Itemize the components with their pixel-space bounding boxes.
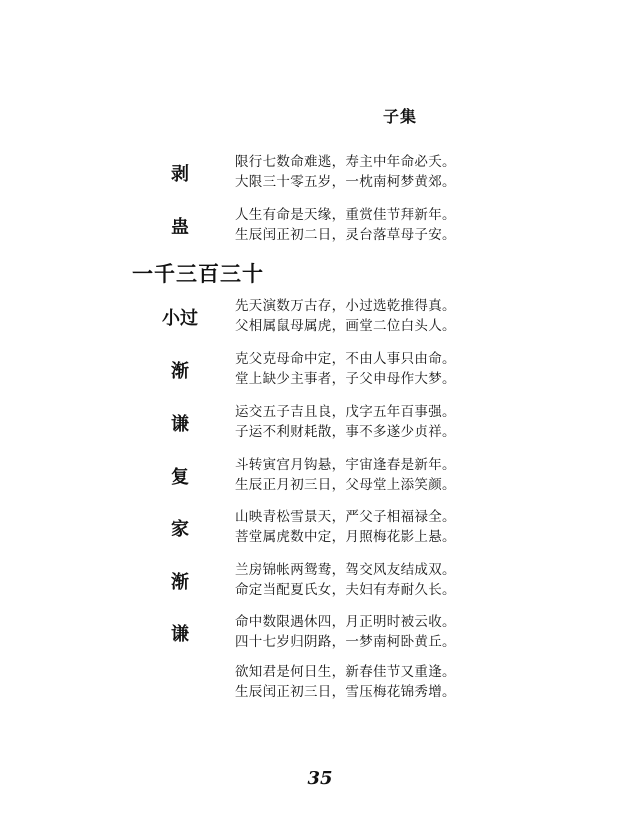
verse-line: 生辰闰正初三日，雪压梅花锦秀增。 [235, 684, 456, 700]
verse-entry [0, 402, 640, 442]
verse-text [235, 507, 456, 547]
verse-entry [0, 662, 640, 702]
gua-name: 小过 [162, 308, 198, 329]
verse-line: 父相属鼠母属虎，画堂二位白头人。 [235, 318, 456, 334]
verse-text [235, 662, 456, 702]
verse-entry [0, 205, 640, 245]
gua-name: 家 [171, 519, 189, 540]
section-tag: 子集 [383, 107, 418, 126]
verse-line: 四十七岁归阴路，一梦南柯卧黄丘。 [235, 634, 456, 650]
verse-line: 限行七数命难逃，寿主中年命必夭。 [235, 154, 456, 170]
gua-name: 谦 [171, 414, 189, 435]
verse-line: 菩堂属虎数中定，月照梅花影上悬。 [235, 529, 456, 545]
verse-entry [0, 296, 640, 336]
verse-line: 斗转寅宫月钩悬，宇宙逢春是新年。 [235, 457, 456, 473]
verse-line: 山映青松雪景天，严父子相福禄全。 [235, 509, 456, 525]
verse-line: 子运不利财耗散，事不多遂少贞祥。 [235, 424, 456, 440]
page-number: 35 [307, 768, 333, 789]
verse-entry [0, 560, 640, 600]
verse-line: 人生有命是天缘，重赏佳节拜新年。 [235, 207, 456, 223]
number-heading: 一千三百三十 [132, 261, 264, 286]
gua-name: 谦 [171, 624, 189, 645]
verse-line: 兰房锦帐两鸳鸯，驾交风友结成双。 [235, 562, 456, 578]
verse-text [235, 560, 456, 600]
verse-line: 生辰闰正初二日，灵台落草母子安。 [235, 227, 456, 243]
verse-line: 欲知君是何日生，新春佳节又重逢。 [235, 664, 456, 680]
verse-entry [0, 612, 640, 652]
verse-line: 命定当配夏氏女，夫妇有寿耐久长。 [235, 582, 456, 598]
verse-entry [0, 507, 640, 547]
verse-entry [0, 152, 640, 192]
verse-text [235, 349, 456, 389]
verse-text [235, 455, 456, 495]
verse-line: 生辰正月初三日，父母堂上添笑颜。 [235, 477, 456, 493]
verse-line: 堂上缺少主事者，子父申母作大梦。 [235, 371, 456, 387]
verse-text [235, 296, 456, 336]
gua-name: 蛊 [171, 217, 189, 238]
verse-entry [0, 349, 640, 389]
verse-text [235, 612, 456, 652]
gua-name: 剥 [171, 164, 189, 185]
verse-entry [0, 455, 640, 495]
gua-name: 渐 [171, 361, 189, 382]
verse-line: 先天演数万古存，小过选乾推得真。 [235, 298, 456, 314]
gua-name: 复 [171, 467, 189, 488]
verse-text [235, 402, 456, 442]
verse-line: 运交五子吉且良，戊字五年百事强。 [235, 404, 456, 420]
verse-text [235, 205, 456, 245]
gua-name: 渐 [171, 572, 189, 593]
verse-line: 命中数限遇休四，月正明时被云收。 [235, 614, 456, 630]
verse-text [235, 152, 456, 192]
verse-line: 大限三十零五岁，一枕南柯梦黄郊。 [235, 174, 456, 190]
verse-line: 克父克母命中定，不由人事只由命。 [235, 351, 456, 367]
